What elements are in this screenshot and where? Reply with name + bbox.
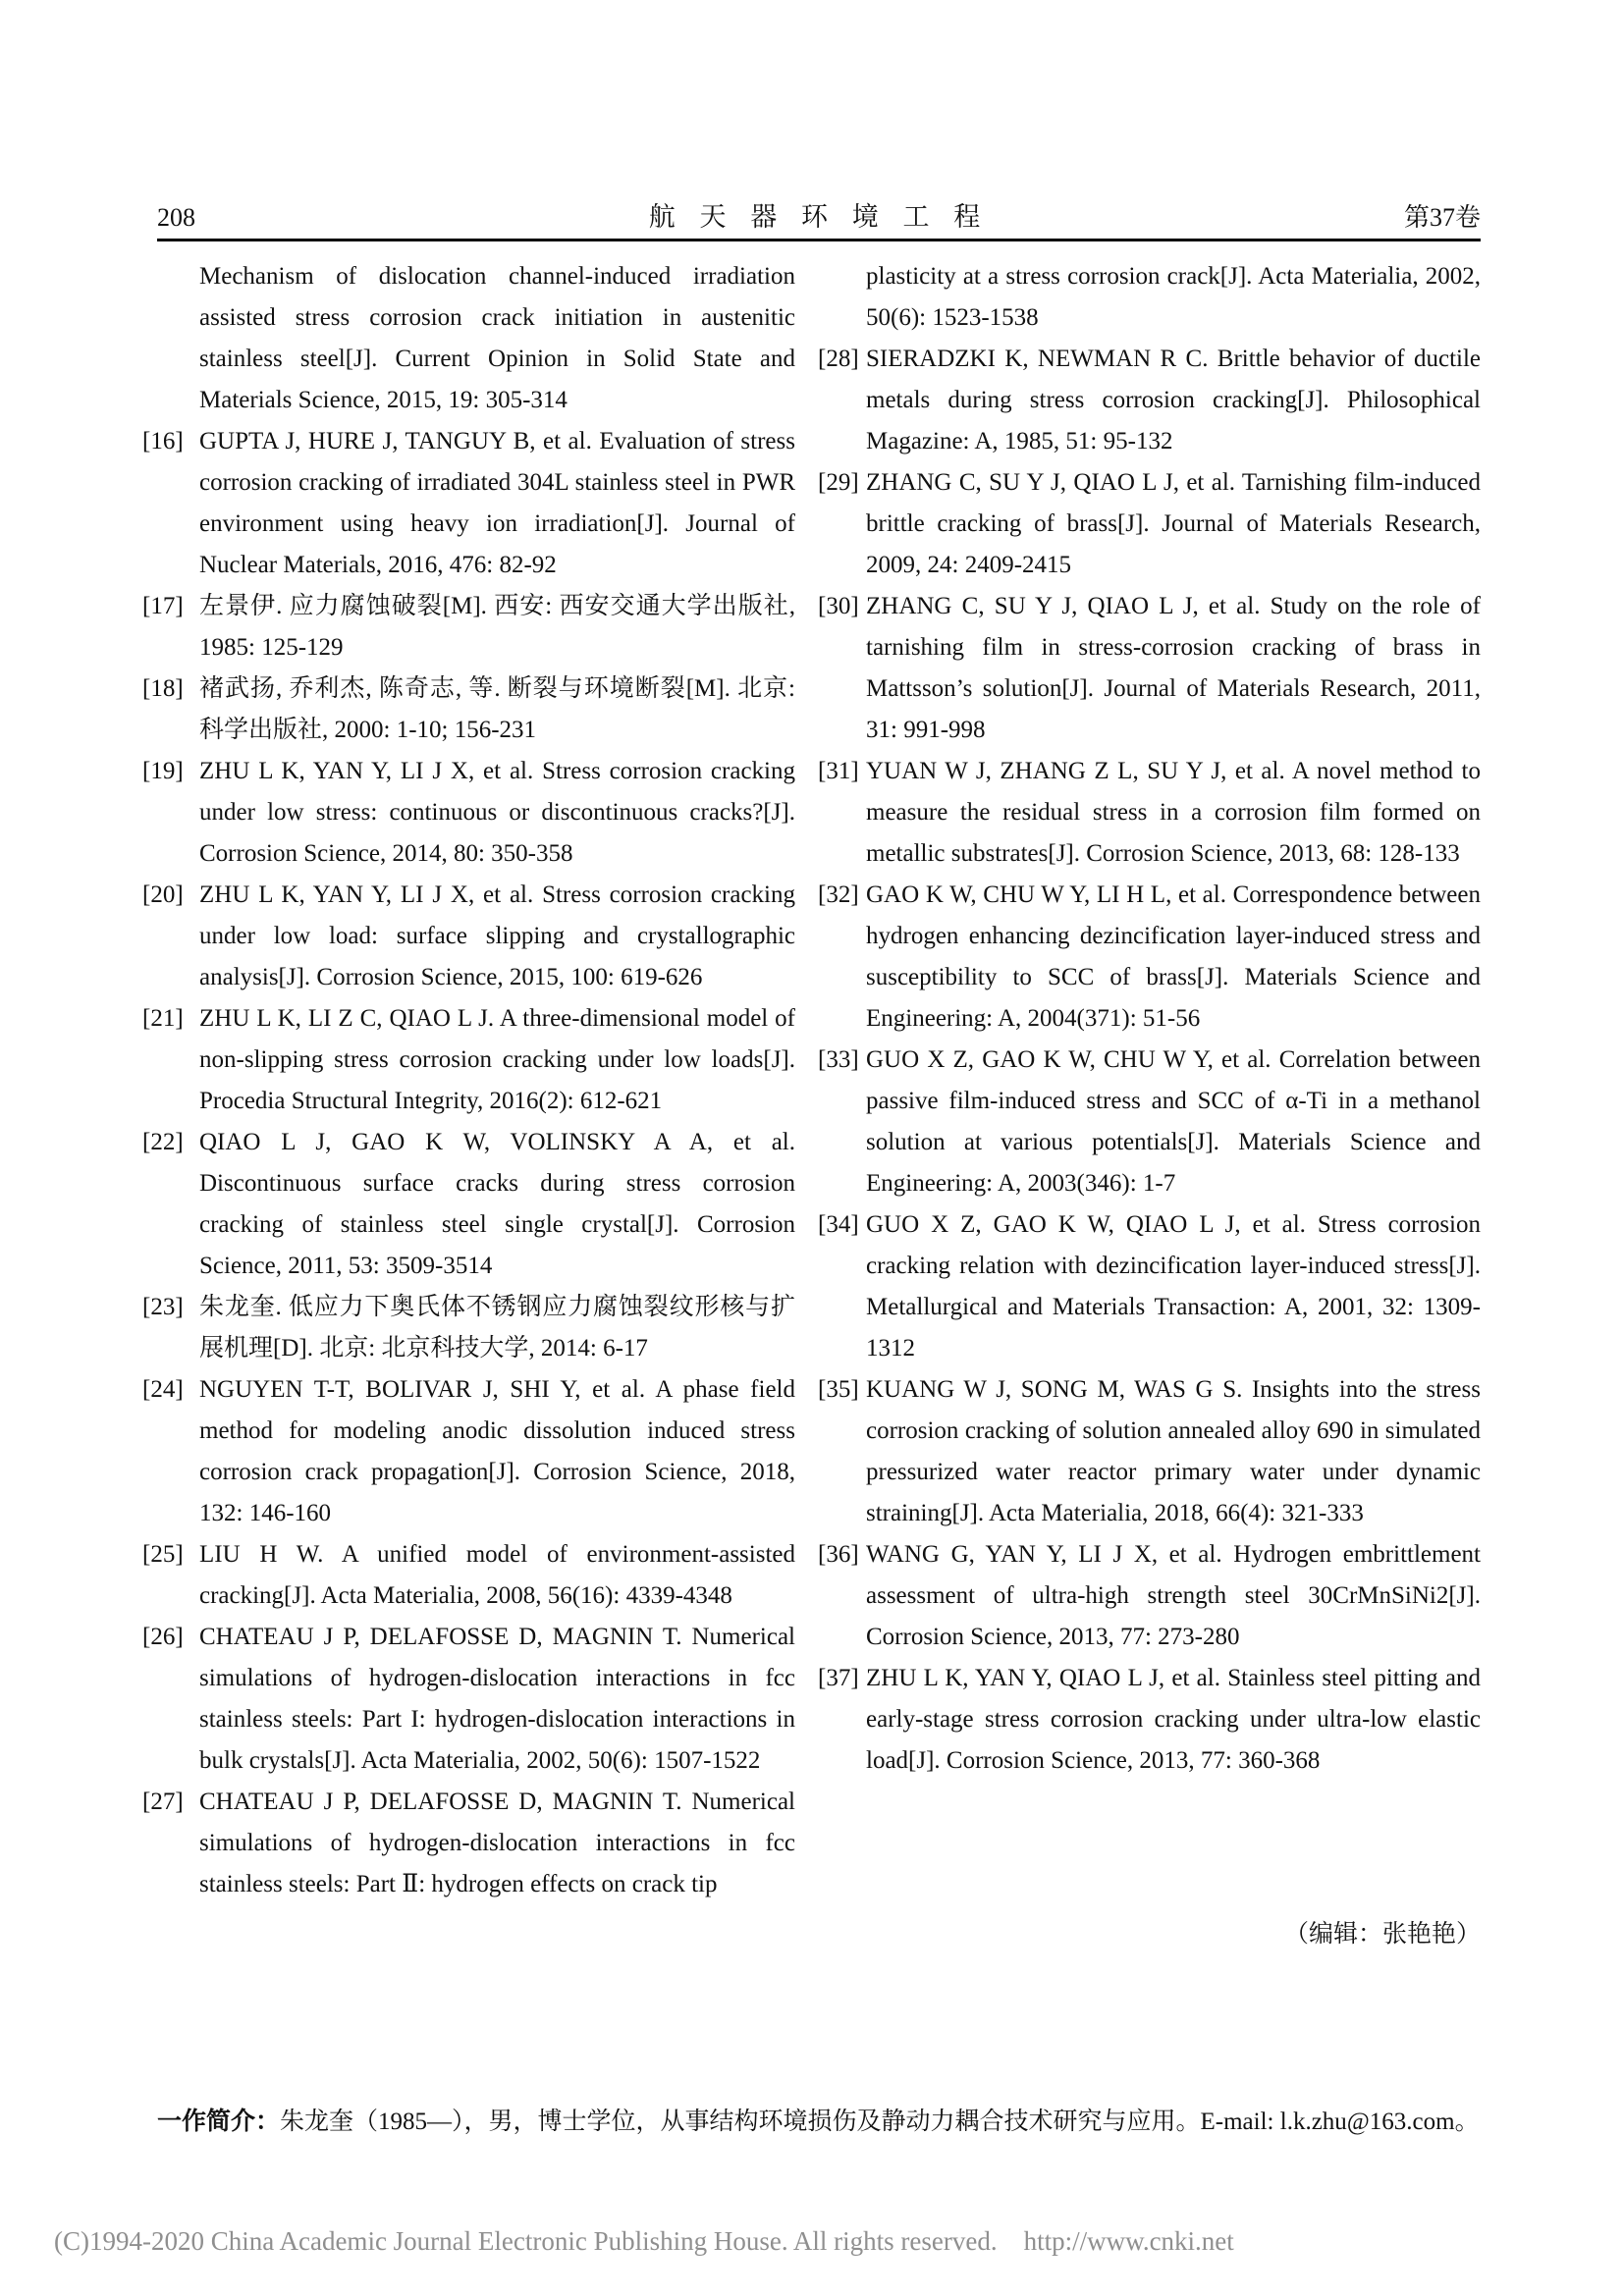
reference-text: CHATEAU J P, DELAFOSSE D, MAGNIN T. Numerical simulations of hydrogen-dislocation interactions in fcc stainless steels: Part I: hydrogen-dislocation interactions in bulk crystals[J]. Acta Materialia, 2002, 50(6): 1507-1522	[199, 1624, 795, 1774]
reference-text: ZHU L K, YAN Y, QIAO L J, et al. Stainless steel pitting and early-stage stress corrosion cracking under ultra-low elastic load[J]. Corrosion Science, 2013, 77: 360-368	[866, 1665, 1481, 1774]
reference-entry	[818, 339, 1481, 462]
page-number: 208	[157, 203, 195, 232]
reference-entry	[142, 1534, 795, 1617]
reference-text: ZHU L K, YAN Y, LI J X, et al. Stress corrosion cracking under low load: surface slipping and crystallographic analysis[J]. Corrosion Science, 2015, 100: 619-626	[199, 881, 795, 990]
author-bio-label: 一作简介：	[157, 2109, 281, 2135]
reference-number: [28]	[818, 346, 859, 372]
reference-text: GUO X Z, GAO K W, CHU W Y, et al. Correlation between passive film-induced stress and SCC of α-Ti in a methanol solution at various potentials[J]. Materials Science and Engineering: A, 2003(346): 1-7	[866, 1046, 1481, 1197]
reference-number: [16]	[142, 428, 184, 454]
reference-text: YUAN W J, ZHANG Z L, SU Y J, et al. A novel method to measure the residual stress in a corrosion film formed on metallic substrates[J]. Corrosion Science, 2013, 68: 128-133	[866, 758, 1481, 867]
reference-entry	[818, 1534, 1481, 1658]
reference-text: ZHANG C, SU Y J, QIAO L J, et al. Study on the role of tarnishing film in stress-corrosion cracking of brass in Mattsson’s solution[J]. Journal of Materials Research, 2011, 31: 991-998	[866, 593, 1481, 743]
reference-number: [29]	[818, 469, 859, 496]
reference-text: SIERADZKI K, NEWMAN R C. Brittle behavior of ductile metals during stress corrosion cracking[J]. Philosophical Magazine: A, 1985, 51: 95-132	[866, 346, 1481, 454]
reference-entry	[142, 668, 795, 751]
reference-entry	[142, 586, 795, 668]
reference-text: QIAO L J, GAO K W, VOLINSKY A A, et al. Discontinuous surface cracks during stress corrosion cracking of stainless steel single crystal[J]. Corrosion Science, 2011, 53: 3509-3514	[199, 1129, 795, 1279]
reference-entry	[142, 751, 795, 875]
reference-number: [18]	[142, 675, 184, 702]
reference-text: ZHU L K, YAN Y, LI J X, et al. Stress corrosion cracking under low stress: continuous or discontinuous cracks?[J]. Corrosion Science, 2014, 80: 350-358	[199, 758, 795, 867]
reference-entry	[818, 875, 1481, 1040]
reference-text: NGUYEN T-T, BOLIVAR J, SHI Y, et al. A phase field method for modeling anodic dissolution induced stress corrosion crack propagation[J]. Corrosion Science, 2018, 132: 146-160	[199, 1376, 795, 1526]
reference-number: [35]	[818, 1376, 859, 1403]
reference-entry	[818, 586, 1481, 751]
reference-number: [27]	[142, 1789, 184, 1815]
copyright-notice: (C)1994-2020 China Academic Journal Electronic Publishing House. All rights reserved. http://www.cnki.net	[54, 2226, 1234, 2256]
reference-number: [34]	[818, 1211, 859, 1238]
author-bio	[157, 2103, 1522, 2142]
volume-label: 第37卷	[1403, 203, 1481, 232]
reference-entry	[818, 1040, 1481, 1204]
page-header	[157, 195, 1481, 241]
reference-text: GAO K W, CHU W Y, LI H L, et al. Correspondence between hydrogen enhancing dezincification layer-induced stress and susceptibility to SCC of brass[J]. Materials Science and Engineering: A, 2004(371): 51-56	[866, 881, 1481, 1032]
reference-text: ZHANG C, SU Y J, QIAO L J, et al. Tarnishing film-induced brittle cracking of brass[J]. Journal of Materials Research, 2009, 24: 2409-2415	[866, 469, 1481, 578]
reference-number: [31]	[818, 758, 859, 784]
reference-entry	[142, 1369, 795, 1534]
reference-number: [25]	[142, 1541, 184, 1568]
reference-number: [22]	[142, 1129, 184, 1155]
reference-number: [30]	[818, 593, 859, 619]
reference-entry	[142, 256, 795, 421]
reference-number: [37]	[818, 1665, 859, 1691]
reference-text: plasticity at a stress corrosion crack[J]. Acta Materialia, 2002, 50(6): 1523-1538	[866, 263, 1481, 331]
reference-text: WANG G, YAN Y, LI J X, et al. Hydrogen embrittlement assessment of ultra-high strength steel 30CrMnSiNi2[J]. Corrosion Science, 2013, 77: 273-280	[866, 1541, 1481, 1650]
reference-text: 左景伊. 应力腐蚀破裂[M]. 西安: 西安交通大学出版社, 1985: 125-129	[199, 593, 795, 661]
author-bio-text: 朱龙奎（1985—），男，博士学位，从事结构环境损伤及静动力耦合技术研究与应用。E-mail: l.k.zhu@163.com。	[280, 2109, 1480, 2135]
reference-text: CHATEAU J P, DELAFOSSE D, MAGNIN T. Numerical simulations of hydrogen-dislocation interactions in fcc stainless steels: Part Ⅱ: hydrogen effects on crack tip	[199, 1789, 795, 1897]
reference-number: [17]	[142, 593, 184, 619]
reference-entry	[818, 1204, 1481, 1369]
editor-note: （编辑：张艳艳）	[1283, 1921, 1481, 1948]
reference-entry	[142, 1782, 795, 1905]
reference-entry	[818, 1369, 1481, 1534]
reference-entry	[142, 998, 795, 1122]
reference-entry	[818, 1658, 1481, 1782]
reference-text: GUO X Z, GAO K W, QIAO L J, et al. Stress corrosion cracking relation with dezincification layer-induced stress[J]. Metallurgical and Materials Transaction: A, 2001, 32: 1309-1312	[866, 1211, 1481, 1362]
reference-entry	[142, 1122, 795, 1287]
reference-number: [32]	[818, 881, 859, 908]
reference-entry	[818, 462, 1481, 586]
reference-number: [20]	[142, 881, 184, 908]
reference-number: [24]	[142, 1376, 184, 1403]
reference-entry	[142, 875, 795, 998]
reference-entry	[142, 1287, 795, 1369]
reference-number: [36]	[818, 1541, 859, 1568]
reference-text: LIU H W. A unified model of environment-assisted cracking[J]. Acta Materialia, 2008, 56(16): 4339-4348	[199, 1541, 795, 1609]
reference-entry	[142, 1617, 795, 1782]
reference-number: [33]	[818, 1046, 859, 1073]
references-column-left	[142, 256, 795, 1905]
reference-text: ZHU L K, LI Z C, QIAO L J. A three-dimensional model of non-slipping stress corrosion cracking under low loads[J]. Procedia Structural Integrity, 2016(2): 612-621	[199, 1005, 795, 1114]
references-column-right	[818, 256, 1481, 1782]
reference-entry	[818, 256, 1481, 339]
reference-number: [21]	[142, 1005, 184, 1032]
reference-text: Mechanism of dislocation channel-induced irradiation assisted stress corrosion crack initiation in austenitic stainless steel[J]. Current Opinion in Solid State and Materials Science, 2015, 19: 305-314	[199, 263, 795, 413]
reference-text: 褚武扬, 乔利杰, 陈奇志, 等. 断裂与环境断裂[M]. 北京: 科学出版社, 2000: 1-10; 156-231	[199, 675, 795, 743]
reference-number: [26]	[142, 1624, 184, 1650]
reference-entry	[818, 751, 1481, 875]
reference-text: KUANG W J, SONG M, WAS G S. Insights into the stress corrosion cracking of solution annealed alloy 690 in simulated pressurized water reactor primary water under dynamic straining[J]. Acta Materialia, 2018, 66(4): 321-333	[866, 1376, 1481, 1526]
reference-text: GUPTA J, HURE J, TANGUY B, et al. Evaluation of stress corrosion cracking of irradiated 304L stainless steel in PWR environment using heavy ion irradiation[J]. Journal of Nuclear Materials, 2016, 476: 82-92	[199, 428, 795, 578]
reference-number: [19]	[142, 758, 184, 784]
journal-title: 航 天 器 环 境 工 程	[648, 202, 990, 232]
reference-number: [23]	[142, 1294, 184, 1320]
reference-text: 朱龙奎. 低应力下奥氏体不锈钢应力腐蚀裂纹形核与扩展机理[D]. 北京: 北京科技大学, 2014: 6-17	[199, 1294, 795, 1362]
reference-entry	[142, 421, 795, 586]
